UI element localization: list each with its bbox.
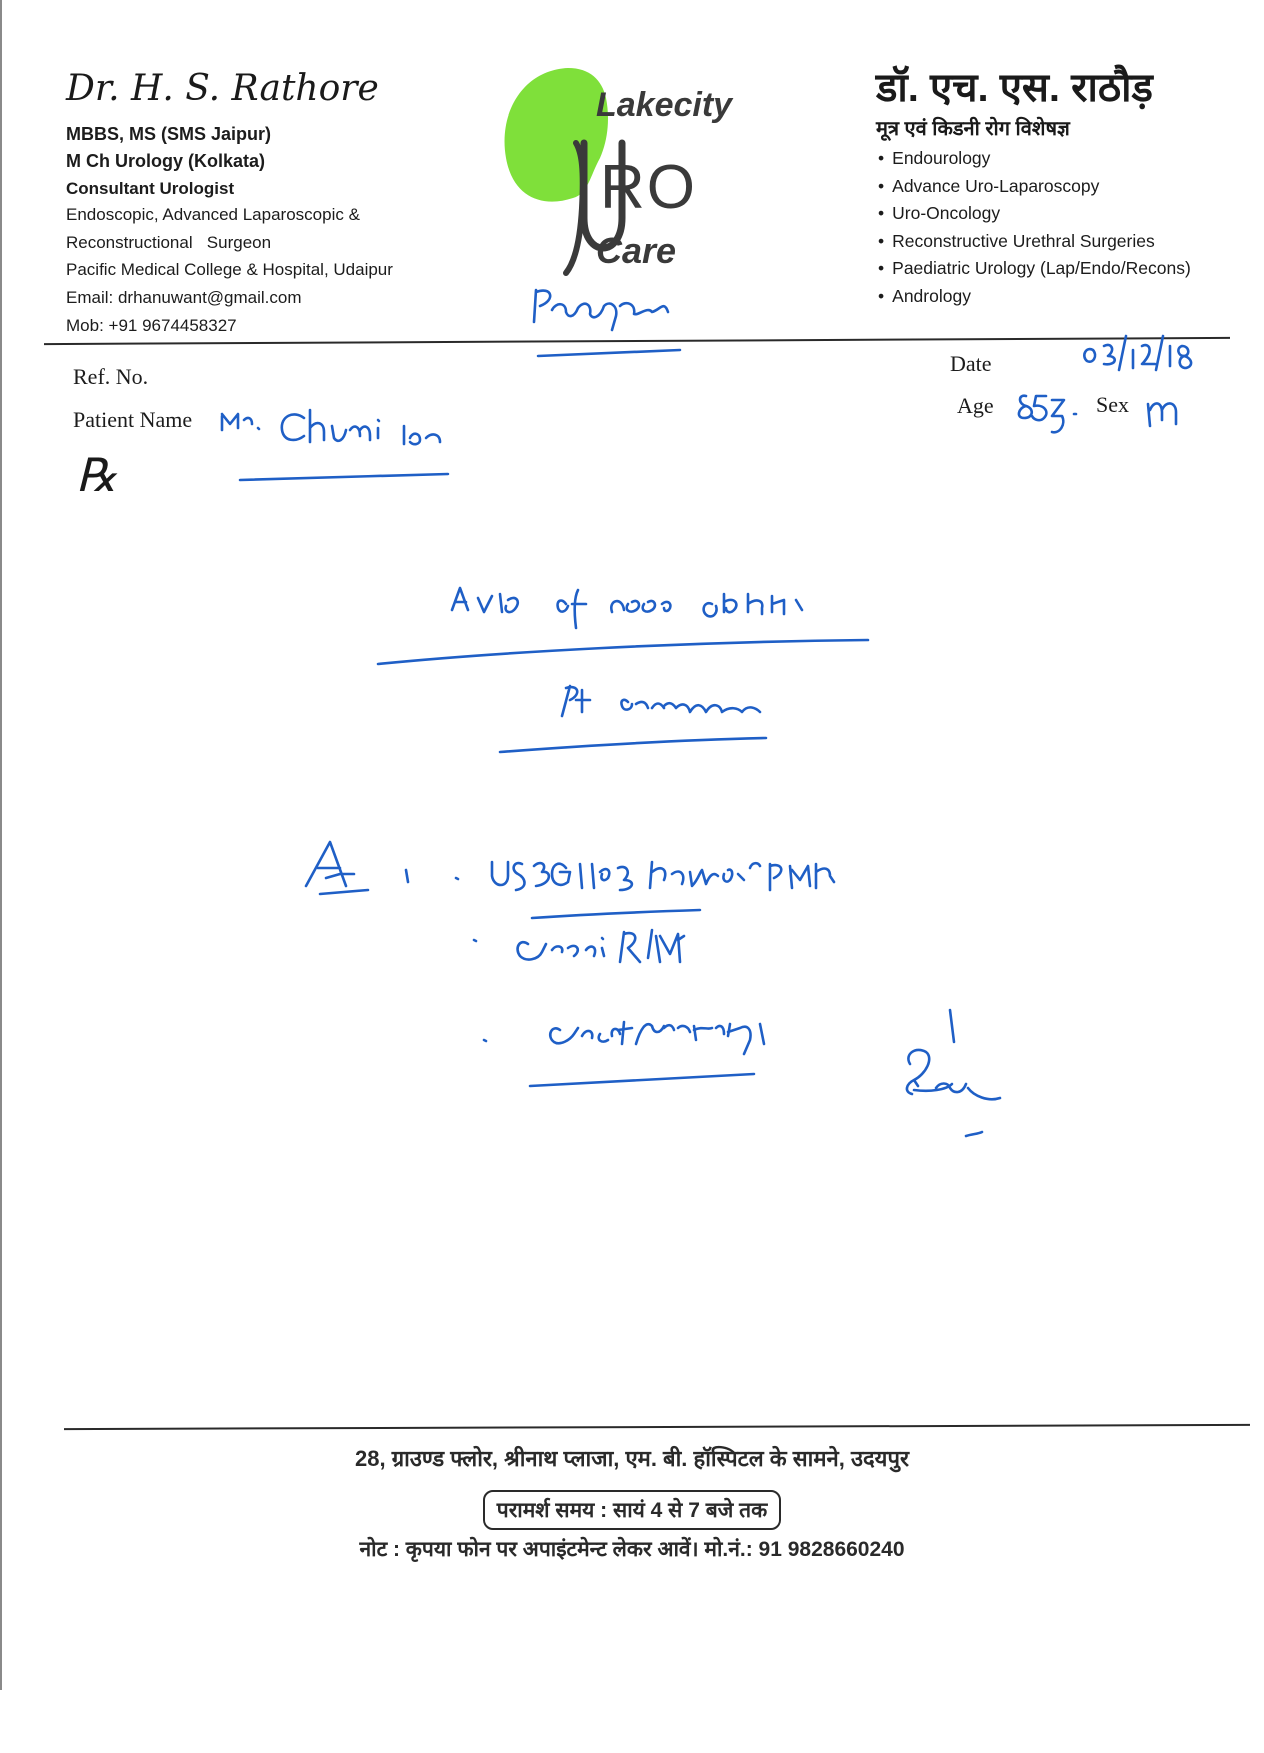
doctor-specialty-line-2: Reconstructional Surgeon	[66, 233, 272, 252]
clinic-address: 28, ग्राउण्ड फ्लोर, श्रीनाथ प्लाजा, एम. बी. हॉस्पिटल के सामने, उदयपुर	[355, 1446, 909, 1471]
rx-symbol: ℞	[76, 448, 118, 502]
appointment-note: नोट : कृपया फोन पर अपाइंटमेन्ट लेकर आवें। मो.नं.: 91 9828660240	[359, 1538, 905, 1561]
logo-text-lakecity: Lakecity	[596, 86, 733, 124]
date-label: Date	[950, 351, 992, 376]
logo-text-care: Care	[596, 230, 677, 271]
doctor-specialty-line-1: Endoscopic, Advanced Laparoscopic &	[66, 205, 360, 224]
specialty-item: • Andrology	[878, 286, 1191, 314]
specialty-item: • Reconstructive Urethral Surgeries	[878, 231, 1191, 259]
doctor-affiliation: Pacific Medical College & Hospital, Udaipur	[66, 260, 393, 279]
handwriting-patient-name	[222, 410, 448, 480]
consultation-time-box: परामर्श समय : सायं 4 से 7 बजे तक	[483, 1490, 781, 1530]
handwriting-line-1	[378, 588, 868, 664]
handwriting-line-3	[306, 842, 834, 918]
specialty-item: • Endourology	[878, 148, 1191, 176]
specialty-item: • Uro-Oncology	[878, 203, 1191, 231]
sex-label: Sex	[1096, 392, 1129, 417]
age-label: Age	[957, 393, 994, 418]
ref-no-label: Ref. No.	[73, 364, 149, 389]
doctor-mobile: Mob: +91 9674458327	[66, 316, 237, 335]
doctor-name-hindi: डॉ. एच. एस. राठौड़	[876, 66, 1153, 110]
doctor-qualification: MBBS, MS (SMS Jaipur)	[66, 124, 272, 144]
doctor-mch: M Ch Urology (Kolkata)	[66, 151, 266, 171]
specialty-item: • Advance Uro-Laparoscopy	[878, 176, 1191, 204]
handwriting-date	[1084, 336, 1191, 370]
consultation-time-wrapper	[0, 1490, 1264, 1530]
handwriting-line-2	[500, 686, 766, 752]
doctor-title: Consultant Urologist	[66, 179, 235, 198]
specialty-item: • Paediatric Urology (Lap/Endo/Recons)	[878, 258, 1191, 286]
handwriting-header-note	[534, 290, 680, 356]
patient-name-label: Patient Name	[73, 407, 193, 432]
logo-text-ro: RO	[600, 153, 697, 222]
doctor-email: Email: drhanuwant@gmail.com	[66, 288, 302, 307]
handwriting-line-5	[484, 1022, 764, 1086]
handwriting-signature	[907, 1010, 1000, 1136]
doctor-subtitle-hindi: मूत्र एवं किडनी रोग विशेषज्ञ	[876, 118, 1070, 140]
handwriting-line-4	[474, 930, 684, 962]
doctor-name: Dr. H. S. Rathore	[66, 68, 379, 109]
handwriting-age-sex	[1019, 396, 1176, 433]
